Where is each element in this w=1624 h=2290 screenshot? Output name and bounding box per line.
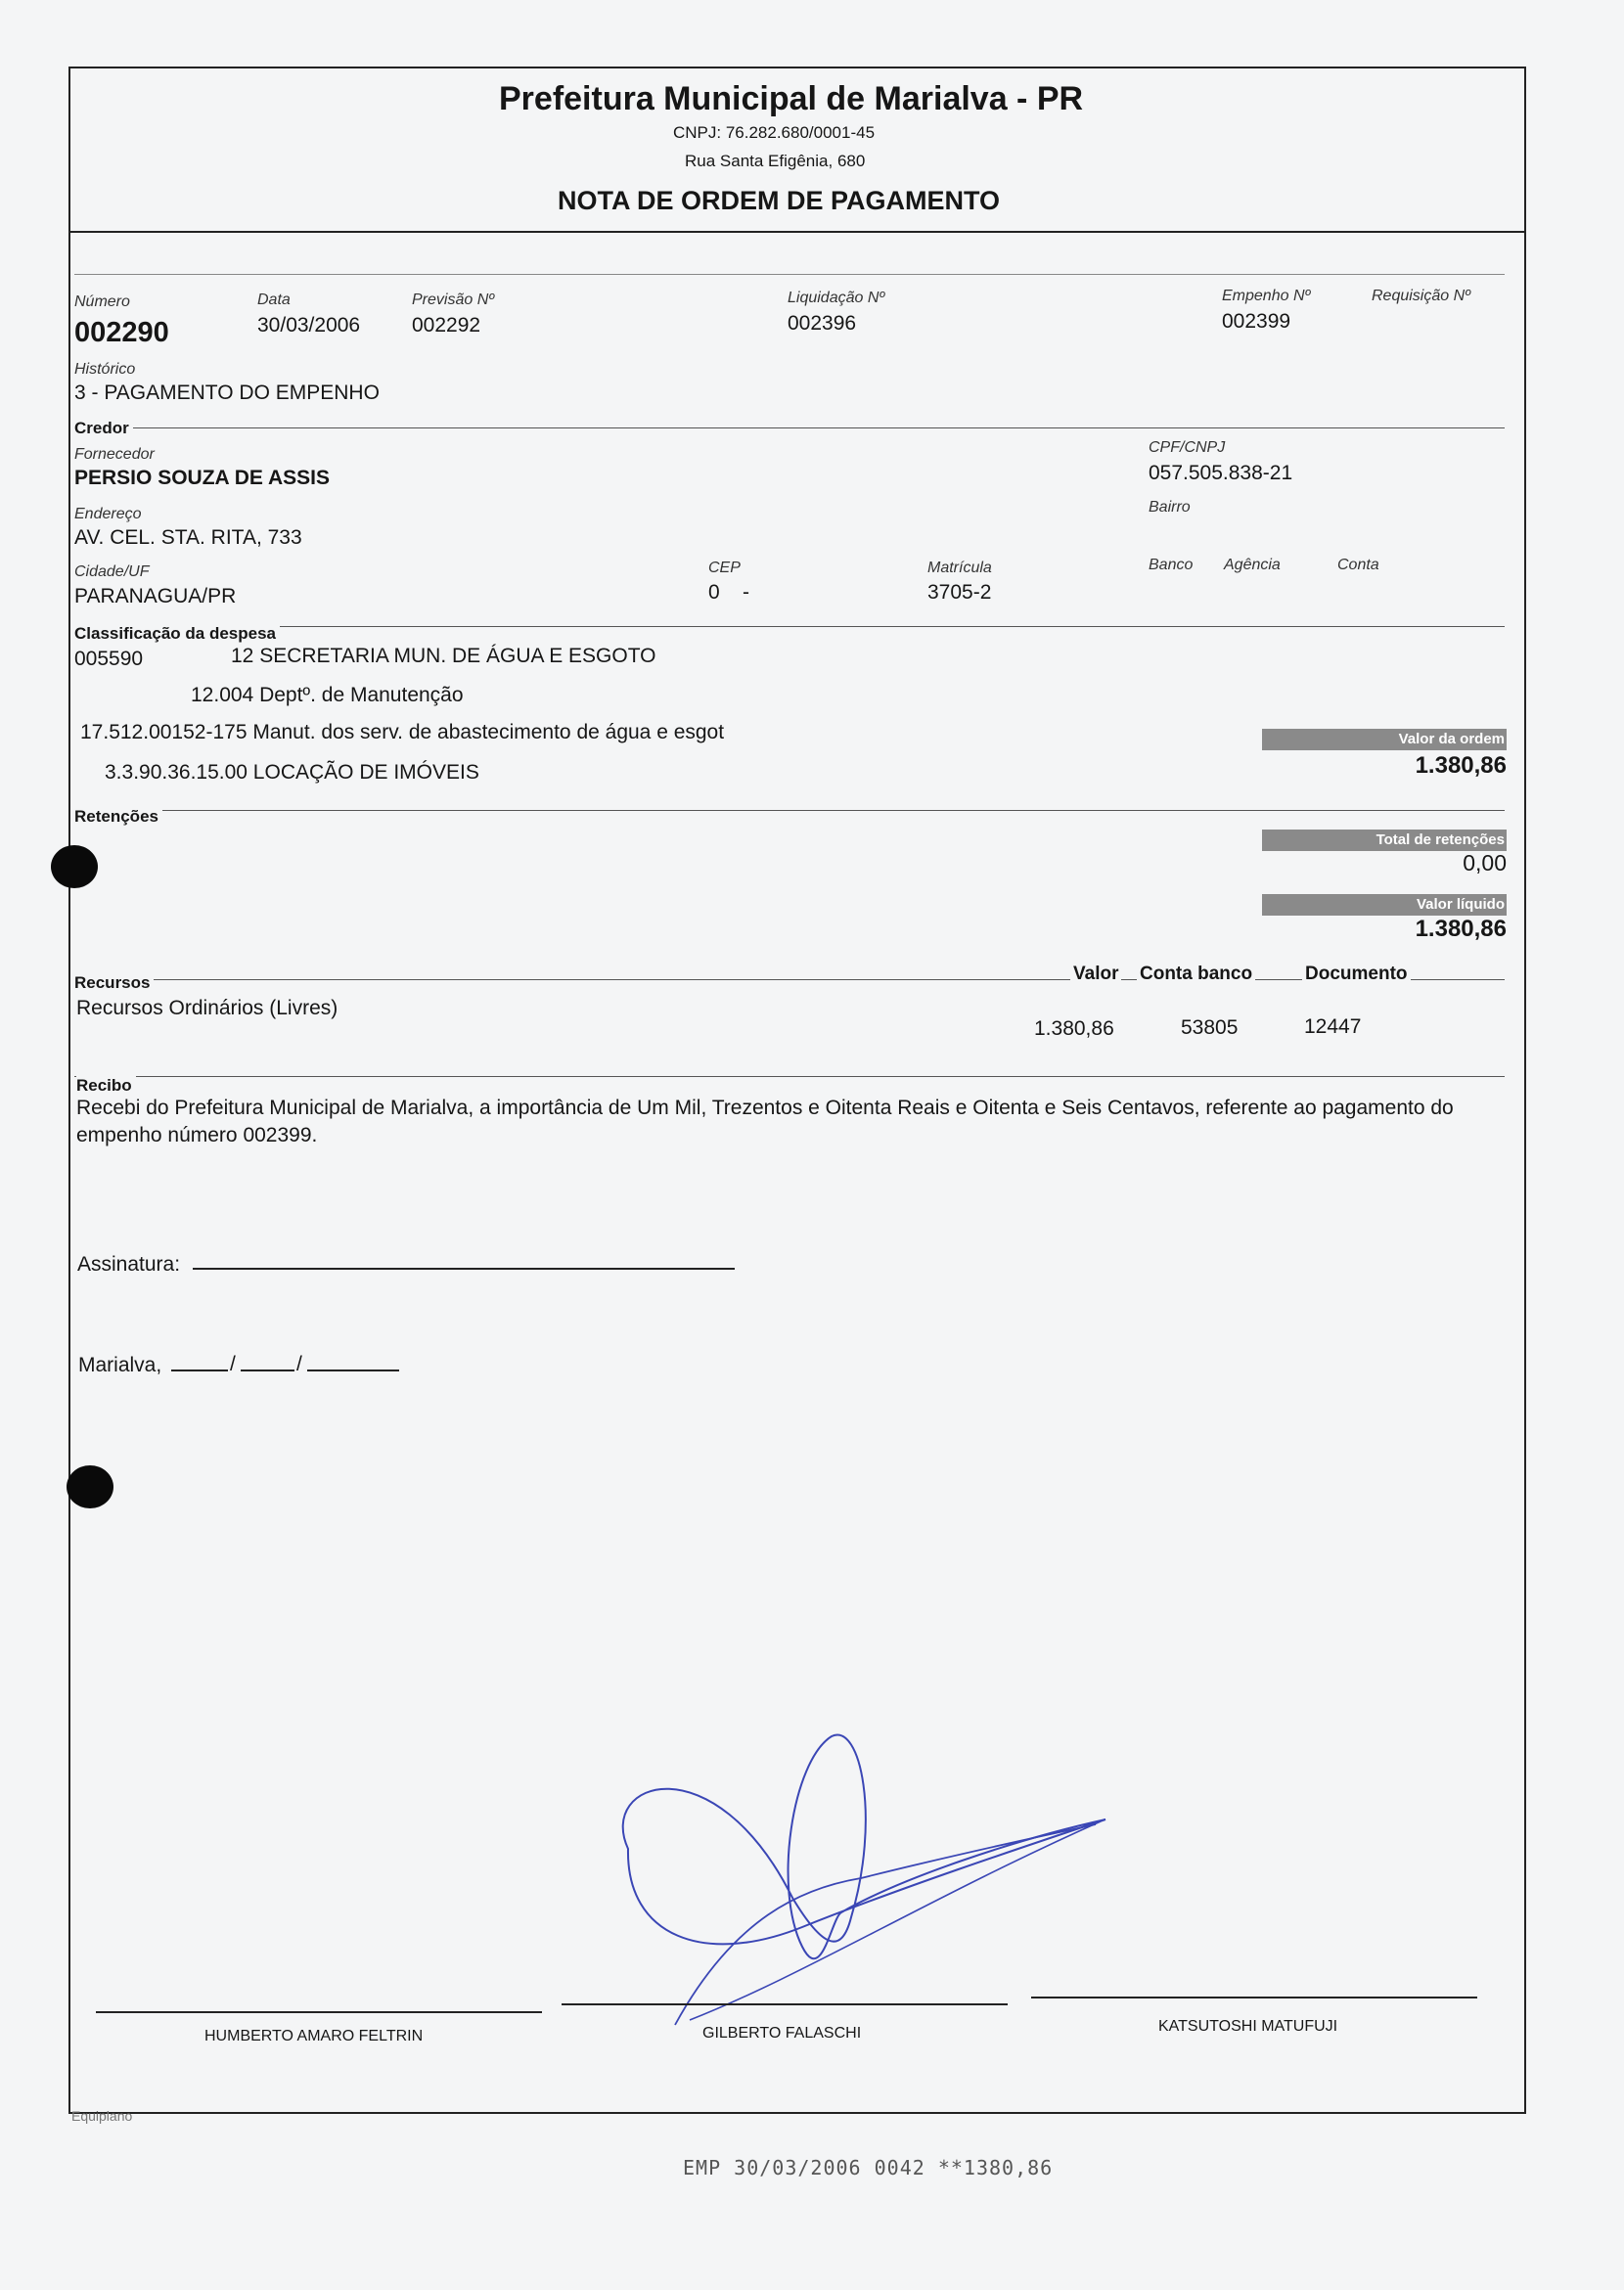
total-retencoes-value: 0,00 [1463, 850, 1507, 876]
institution-cnpj: CNPJ: 76.282.680/0001-45 [673, 123, 876, 142]
date-line-year [307, 1370, 399, 1371]
software-credit: Equiplano [71, 2108, 133, 2124]
previsao-value: 002292 [412, 314, 481, 337]
order-top-rule [74, 274, 1505, 275]
historico-label: Histórico [74, 361, 136, 378]
retencoes-heading: Retenções [74, 807, 162, 827]
endereco-label: Endereço [74, 506, 142, 522]
fornecedor-label: Fornecedor [74, 446, 155, 463]
valor-liquido-label: Valor líquido [1262, 894, 1507, 916]
document-title: NOTA DE ORDEM DE PAGAMENTO [558, 186, 1001, 215]
credor-rule [74, 427, 1505, 428]
liquidacao-label: Liquidação Nº [788, 290, 885, 306]
punch-hole-bottom [67, 1465, 113, 1508]
recibo-heading: Recibo [76, 1076, 136, 1096]
total-retencoes-label: Total de retenções [1262, 830, 1507, 851]
data-value: 30/03/2006 [257, 314, 361, 337]
institution-address: Rua Santa Efigênia, 680 [685, 152, 866, 170]
recursos-documento-header: Documento [1302, 964, 1411, 985]
agencia-label: Agência [1224, 557, 1281, 573]
empenho-label: Empenho Nº [1222, 288, 1311, 304]
requisicao-label: Requisição Nº [1372, 288, 1470, 304]
cidade-label: Cidade/UF [74, 563, 150, 580]
date-slash-2: / [296, 1353, 302, 1375]
fornecedor-value: PERSIO SOUZA DE ASSIS [74, 467, 330, 489]
classificacao-heading: Classificação da despesa [74, 624, 280, 644]
historico-value: 3 - PAGAMENTO DO EMPENHO [74, 382, 380, 404]
punch-hole-top [51, 845, 98, 888]
endereco-value: AV. CEL. STA. RITA, 733 [74, 526, 302, 549]
header-divider [68, 231, 1526, 233]
empenho-value: 002399 [1222, 310, 1291, 333]
liquidacao-value: 002396 [788, 312, 857, 335]
cep-value: 0 - [708, 581, 750, 604]
previsao-label: Previsão Nº [412, 292, 495, 308]
assinatura-line [193, 1268, 735, 1270]
date-line-month [241, 1370, 294, 1371]
signatory-2-name: GILBERTO FALASCHI [702, 2025, 862, 2042]
recibo-rule [74, 1076, 1505, 1077]
numero-value: 002290 [74, 317, 169, 348]
valor-ordem-value: 1.380,86 [1415, 752, 1507, 779]
numero-label: Número [74, 293, 130, 310]
assinatura-label: Assinatura: [77, 1253, 181, 1276]
local-label: Marialva, [78, 1354, 162, 1376]
conta-label: Conta [1337, 557, 1379, 573]
recursos-descricao: Recursos Ordinários (Livres) [76, 997, 338, 1019]
signature-line-3 [1031, 1997, 1477, 1998]
recursos-documento: 12447 [1304, 1015, 1362, 1038]
classificacao-codigo: 005590 [74, 648, 144, 670]
signatory-3-name: KATSUTOSHI MATUFUJI [1158, 2018, 1338, 2035]
recursos-valor: 1.380,86 [1034, 1017, 1114, 1040]
matricula-value: 3705-2 [927, 581, 992, 604]
bairro-label: Bairro [1149, 499, 1191, 516]
recursos-heading: Recursos [74, 973, 154, 993]
signature-line-1 [96, 2011, 542, 2013]
recursos-conta-header: Conta banco [1137, 964, 1255, 985]
valor-ordem-label: Valor da ordem [1262, 729, 1507, 750]
classificacao-orgao: 12 SECRETARIA MUN. DE ÁGUA E ESGOTO [231, 645, 656, 667]
credor-heading: Credor [74, 419, 133, 438]
valor-liquido-value: 1.380,86 [1415, 916, 1507, 942]
recursos-rule [74, 979, 1505, 980]
recursos-valor-header: Valor [1070, 964, 1121, 985]
classificacao-rule [74, 626, 1505, 627]
cidade-value: PARANAGUA/PR [74, 585, 237, 607]
retencoes-rule [74, 810, 1505, 811]
banco-label: Banco [1149, 557, 1194, 573]
date-line-day [171, 1370, 228, 1371]
classificacao-funcional: 17.512.00152-175 Manut. dos serv. de abastecimento de água e esgot [80, 721, 725, 743]
classificacao-elemento: 3.3.90.36.15.00 LOCAÇÃO DE IMÓVEIS [105, 761, 479, 784]
signature-line-2 [562, 2003, 1008, 2005]
signatory-1-name: HUMBERTO AMARO FELTRIN [204, 2028, 424, 2044]
date-slash-1: / [230, 1353, 236, 1375]
institution-title: Prefeitura Municipal de Marialva - PR [499, 80, 1084, 117]
classificacao-unidade: 12.004 Deptº. de Manutenção [191, 684, 464, 706]
recibo-text: Recebi do Prefeitura Municipal de Marialva, a importância de Um Mil, Trezentos e Oitenta Reais e Oitenta e Seis Centavos, referente ao pagamento do empenho número 002399. [76, 1097, 1454, 1146]
cpf-label: CPF/CNPJ [1149, 439, 1226, 456]
payment-stamp: EMP 30/03/2006 0042 **1380,86 [683, 2156, 1054, 2179]
cep-label: CEP [708, 560, 741, 576]
matricula-label: Matrícula [927, 560, 992, 576]
cpf-value: 057.505.838-21 [1149, 462, 1293, 484]
data-label: Data [257, 292, 291, 308]
recursos-conta: 53805 [1181, 1016, 1239, 1039]
